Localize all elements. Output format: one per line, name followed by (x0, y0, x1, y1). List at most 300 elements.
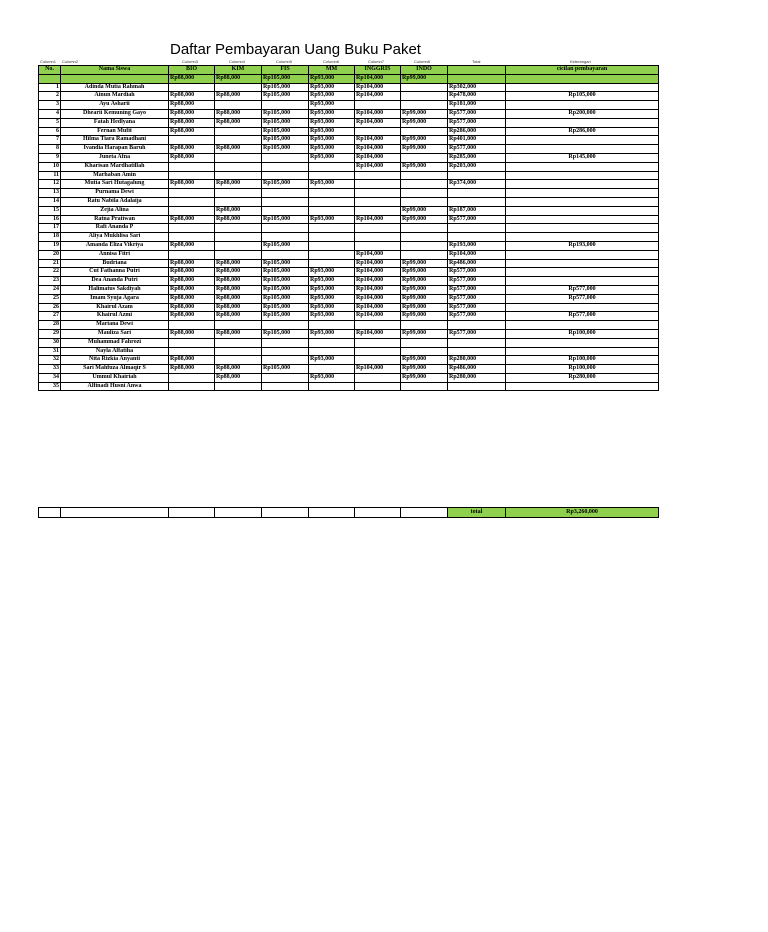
cell[interactable] (448, 382, 506, 391)
cell[interactable]: Rp577,000 (506, 312, 659, 321)
cell[interactable]: Rp88,000 (215, 206, 262, 215)
cell[interactable]: Rp88,000 (215, 180, 262, 189)
cell[interactable]: Rp577,000 (448, 268, 506, 277)
cell[interactable]: Rp478,000 (448, 92, 506, 101)
cell[interactable]: Rp104,000 (355, 109, 401, 118)
cell[interactable]: Rp88,000 (169, 101, 215, 110)
cell[interactable] (309, 241, 355, 250)
row-number-cell[interactable]: 33 (39, 365, 61, 374)
cell[interactable]: Rp193,000 (448, 241, 506, 250)
cell[interactable] (506, 180, 659, 189)
cell[interactable]: Rp88,000 (169, 312, 215, 321)
student-name-cell[interactable]: Imam Syuja Agara (61, 294, 169, 303)
cell[interactable]: Rp104,000 (355, 83, 401, 92)
cell[interactable] (169, 162, 215, 171)
price-cell[interactable]: Rp105,000 (262, 74, 309, 83)
cell[interactable] (215, 382, 262, 391)
cell[interactable] (169, 197, 215, 206)
cell[interactable] (355, 127, 401, 136)
cell[interactable]: Rp93,000 (309, 127, 355, 136)
cell[interactable]: Rp105,000 (262, 312, 309, 321)
cell[interactable] (355, 356, 401, 365)
cell[interactable]: Rp104,000 (355, 312, 401, 321)
row-number-cell[interactable]: 25 (39, 294, 61, 303)
cell[interactable]: Rp105,000 (262, 329, 309, 338)
cell[interactable] (309, 259, 355, 268)
student-name-cell[interactable]: Purnama Dewi (61, 189, 169, 198)
cell[interactable] (262, 250, 309, 259)
cell[interactable]: Rp105,000 (262, 365, 309, 374)
cell[interactable]: Rp88,000 (169, 294, 215, 303)
cell[interactable]: Rp577,000 (448, 312, 506, 321)
cell[interactable] (355, 241, 401, 250)
cell[interactable] (401, 92, 448, 101)
cell[interactable] (355, 382, 401, 391)
header-cell[interactable]: BIO (169, 66, 215, 75)
cell[interactable] (215, 347, 262, 356)
cell[interactable] (309, 189, 355, 198)
cell[interactable]: Rp88,000 (215, 285, 262, 294)
cell[interactable]: Rp105,000 (262, 215, 309, 224)
cell[interactable] (401, 197, 448, 206)
cell[interactable]: Rp100,000 (506, 329, 659, 338)
cell[interactable]: Rp105,000 (262, 118, 309, 127)
student-name-cell[interactable]: Cut Fathanna Putri (61, 268, 169, 277)
cell[interactable]: Rp181,000 (448, 101, 506, 110)
student-name-cell[interactable]: Khairul Azmi (61, 312, 169, 321)
cell[interactable]: Rp93,000 (309, 329, 355, 338)
cell[interactable] (309, 508, 355, 518)
cell[interactable]: Rp93,000 (309, 92, 355, 101)
student-name-cell[interactable]: Halimatus Sakdiyah (61, 285, 169, 294)
row-number-cell[interactable]: 14 (39, 197, 61, 206)
cell[interactable] (401, 321, 448, 330)
cell[interactable] (506, 136, 659, 145)
cell[interactable]: Rp99,000 (401, 312, 448, 321)
price-cell[interactable] (448, 74, 506, 83)
price-cell[interactable]: Rp99,000 (401, 74, 448, 83)
student-name-cell[interactable]: Mutia Sari Hutagalung (61, 180, 169, 189)
cell[interactable] (262, 338, 309, 347)
cell[interactable]: Rp99,000 (401, 356, 448, 365)
student-name-cell[interactable]: Ratu Nabila Adalaija (61, 197, 169, 206)
cell[interactable]: Rp88,000 (215, 92, 262, 101)
cell[interactable]: Rp88,000 (169, 109, 215, 118)
cell[interactable] (355, 338, 401, 347)
cell[interactable] (169, 83, 215, 92)
cell[interactable]: Rp105,000 (262, 268, 309, 277)
cell[interactable]: Rp105,000 (262, 277, 309, 286)
cell[interactable]: Rp88,000 (169, 118, 215, 127)
cell[interactable] (309, 233, 355, 242)
cell[interactable]: Rp99,000 (401, 215, 448, 224)
cell[interactable] (401, 233, 448, 242)
cell[interactable]: Rp93,000 (309, 109, 355, 118)
cell[interactable]: Rp105,000 (262, 241, 309, 250)
total-value[interactable]: Rp3,260,000 (506, 508, 659, 518)
cell[interactable] (169, 250, 215, 259)
cell[interactable]: Rp88,000 (169, 127, 215, 136)
cell[interactable]: Rp99,000 (401, 303, 448, 312)
cell[interactable] (355, 171, 401, 180)
cell[interactable] (262, 206, 309, 215)
cell[interactable] (169, 136, 215, 145)
cell[interactable] (169, 373, 215, 382)
cell[interactable]: Rp104,000 (448, 250, 506, 259)
cell[interactable]: Rp104,000 (355, 118, 401, 127)
cell[interactable] (215, 189, 262, 198)
cell[interactable]: Rp285,000 (448, 153, 506, 162)
cell[interactable]: Rp99,000 (401, 145, 448, 154)
cell[interactable]: Rp99,000 (401, 162, 448, 171)
cell[interactable] (309, 206, 355, 215)
student-name-cell[interactable]: Khairul Azam (61, 303, 169, 312)
cell[interactable] (355, 206, 401, 215)
cell[interactable] (448, 189, 506, 198)
cell[interactable] (262, 171, 309, 180)
student-name-cell[interactable]: Muhammad Fahrozi (61, 338, 169, 347)
cell[interactable] (215, 136, 262, 145)
header-cell[interactable]: Nama Siswa (61, 66, 169, 75)
cell[interactable] (262, 373, 309, 382)
row-number-cell[interactable]: 21 (39, 259, 61, 268)
student-name-cell[interactable]: Dea Ananda Putri (61, 277, 169, 286)
cell[interactable] (215, 356, 262, 365)
row-number-cell[interactable]: 18 (39, 233, 61, 242)
student-name-cell[interactable]: Rafi Ananda P (61, 224, 169, 233)
cell[interactable] (506, 250, 659, 259)
cell[interactable]: Rp88,000 (169, 92, 215, 101)
cell[interactable]: Rp93,000 (309, 268, 355, 277)
cell[interactable] (506, 259, 659, 268)
cell[interactable]: Rp93,000 (309, 180, 355, 189)
cell[interactable]: Rp88,000 (215, 329, 262, 338)
cell[interactable] (401, 180, 448, 189)
cell[interactable] (506, 224, 659, 233)
cell[interactable] (506, 118, 659, 127)
cell[interactable]: Rp104,000 (355, 277, 401, 286)
cell[interactable]: Rp93,000 (309, 312, 355, 321)
cell[interactable]: Rp105,000 (262, 127, 309, 136)
cell[interactable] (401, 127, 448, 136)
header-cell[interactable]: INGGRIS (355, 66, 401, 75)
cell[interactable]: Rp88,000 (169, 180, 215, 189)
cell[interactable]: Rp104,000 (355, 153, 401, 162)
row-number-cell[interactable]: 12 (39, 180, 61, 189)
cell[interactable]: Rp193,000 (506, 241, 659, 250)
cell[interactable]: Rp99,000 (401, 206, 448, 215)
cell[interactable] (262, 197, 309, 206)
cell[interactable] (401, 83, 448, 92)
row-number-cell[interactable]: 2 (39, 92, 61, 101)
student-name-cell[interactable]: Nayla Alfatiha (61, 347, 169, 356)
cell[interactable]: Rp280,000 (448, 373, 506, 382)
cell[interactable] (401, 171, 448, 180)
cell[interactable] (262, 347, 309, 356)
cell[interactable] (401, 382, 448, 391)
cell[interactable]: Rp93,000 (309, 118, 355, 127)
cell[interactable] (169, 321, 215, 330)
cell[interactable]: Rp105,000 (262, 294, 309, 303)
student-name-cell[interactable]: Ummul Khairiah (61, 373, 169, 382)
cell[interactable]: Rp93,000 (309, 83, 355, 92)
cell[interactable]: Rp93,000 (309, 294, 355, 303)
cell[interactable] (215, 101, 262, 110)
cell[interactable] (355, 508, 401, 518)
cell[interactable] (355, 197, 401, 206)
cell[interactable]: Rp93,000 (309, 277, 355, 286)
cell[interactable] (355, 233, 401, 242)
student-name-cell[interactable]: Dhearii Kemuning Gayo (61, 109, 169, 118)
row-number-cell[interactable]: 11 (39, 171, 61, 180)
cell[interactable] (448, 171, 506, 180)
cell[interactable] (506, 206, 659, 215)
header-cell[interactable] (448, 66, 506, 75)
cell[interactable]: Rp88,000 (169, 153, 215, 162)
cell[interactable] (506, 189, 659, 198)
price-cell[interactable]: Rp88,000 (169, 74, 215, 83)
cell[interactable]: Rp88,000 (169, 145, 215, 154)
student-name-cell[interactable]: Juneta Afna (61, 153, 169, 162)
total-label[interactable]: total (448, 508, 506, 518)
cell[interactable] (215, 162, 262, 171)
row-number-cell[interactable]: 8 (39, 145, 61, 154)
cell[interactable] (169, 338, 215, 347)
cell[interactable] (309, 347, 355, 356)
cell[interactable] (506, 338, 659, 347)
cell[interactable]: Rp88,000 (215, 373, 262, 382)
cell[interactable] (262, 321, 309, 330)
cell[interactable]: Rp577,000 (506, 294, 659, 303)
cell[interactable]: Rp88,000 (169, 268, 215, 277)
cell[interactable]: Rp93,000 (309, 145, 355, 154)
cell[interactable]: Rp88,000 (169, 277, 215, 286)
student-name-cell[interactable]: Annisa Fitri (61, 250, 169, 259)
row-number-cell[interactable]: 16 (39, 215, 61, 224)
cell[interactable] (448, 197, 506, 206)
cell[interactable]: Rp93,000 (309, 136, 355, 145)
cell[interactable]: Rp88,000 (215, 118, 262, 127)
cell[interactable] (448, 338, 506, 347)
cell[interactable] (309, 250, 355, 259)
cell[interactable] (401, 250, 448, 259)
cell[interactable] (506, 347, 659, 356)
student-name-cell[interactable]: Amanda Eliza Vikriya (61, 241, 169, 250)
cell[interactable]: Rp88,000 (169, 329, 215, 338)
cell[interactable]: Rp88,000 (215, 303, 262, 312)
cell[interactable]: Rp105,000 (262, 136, 309, 145)
cell[interactable] (215, 321, 262, 330)
cell[interactable]: Rp99,000 (401, 136, 448, 145)
cell[interactable]: Rp280,000 (448, 356, 506, 365)
cell[interactable] (262, 153, 309, 162)
cell[interactable]: Rp486,000 (448, 365, 506, 374)
student-name-cell[interactable]: Fernan Mufit (61, 127, 169, 136)
cell[interactable] (309, 197, 355, 206)
cell[interactable] (262, 508, 309, 518)
cell[interactable] (215, 153, 262, 162)
cell[interactable]: Rp104,000 (355, 303, 401, 312)
cell[interactable]: Rp99,000 (401, 118, 448, 127)
cell[interactable]: Rp401,000 (448, 136, 506, 145)
row-number-cell[interactable]: 30 (39, 338, 61, 347)
cell[interactable] (448, 347, 506, 356)
cell[interactable] (506, 215, 659, 224)
cell[interactable] (506, 382, 659, 391)
cell[interactable] (262, 356, 309, 365)
cell[interactable] (262, 189, 309, 198)
row-number-cell[interactable]: 20 (39, 250, 61, 259)
row-number-cell[interactable]: 24 (39, 285, 61, 294)
cell[interactable] (355, 321, 401, 330)
cell[interactable] (401, 338, 448, 347)
student-name-cell[interactable]: Nita Rizkia Anyanti (61, 356, 169, 365)
cell[interactable]: Rp104,000 (355, 145, 401, 154)
student-name-cell[interactable]: Mariana Dewi (61, 321, 169, 330)
cell[interactable]: Rp105,000 (262, 83, 309, 92)
cell[interactable] (506, 277, 659, 286)
cell[interactable]: Rp99,000 (401, 277, 448, 286)
student-name-cell[interactable]: Marhaban Amin (61, 171, 169, 180)
cell[interactable] (448, 321, 506, 330)
header-cell[interactable]: MM (309, 66, 355, 75)
cell[interactable]: Rp100,000 (506, 356, 659, 365)
cell[interactable]: Rp286,000 (506, 127, 659, 136)
cell[interactable]: Rp93,000 (309, 215, 355, 224)
cell[interactable] (262, 233, 309, 242)
cell[interactable]: Rp93,000 (309, 285, 355, 294)
cell[interactable]: Rp104,000 (355, 294, 401, 303)
cell[interactable]: Rp302,000 (448, 83, 506, 92)
price-cell[interactable]: Rp88,000 (215, 74, 262, 83)
cell[interactable]: Rp104,000 (355, 285, 401, 294)
cell[interactable]: Rp88,000 (169, 285, 215, 294)
header-cell[interactable]: No. (39, 66, 61, 75)
student-name-cell[interactable]: Adinda Mutia Rahmah (61, 83, 169, 92)
cell[interactable]: Rp104,000 (355, 250, 401, 259)
cell[interactable]: Rp93,000 (309, 101, 355, 110)
cell[interactable]: Rp374,000 (448, 180, 506, 189)
student-name-cell[interactable]: Alfinadi Husni Anwa (61, 382, 169, 391)
cell[interactable]: Rp99,000 (401, 365, 448, 374)
cell[interactable] (262, 101, 309, 110)
cell[interactable] (215, 224, 262, 233)
cell[interactable] (61, 508, 169, 518)
student-name-cell[interactable]: Zejia Alina (61, 206, 169, 215)
cell[interactable]: Rp187,000 (448, 206, 506, 215)
cell[interactable]: Rp486,000 (448, 259, 506, 268)
header-cell[interactable]: FIS (262, 66, 309, 75)
header-cell[interactable]: cicilan pembayaran (506, 66, 659, 75)
cell[interactable]: Rp577,000 (448, 294, 506, 303)
cell[interactable] (215, 83, 262, 92)
cell[interactable]: Rp88,000 (215, 268, 262, 277)
cell[interactable]: Rp577,000 (448, 329, 506, 338)
row-number-cell[interactable]: 15 (39, 206, 61, 215)
cell[interactable] (309, 338, 355, 347)
row-number-cell[interactable]: 10 (39, 162, 61, 171)
cell[interactable] (401, 241, 448, 250)
row-number-cell[interactable]: 26 (39, 303, 61, 312)
row-number-cell[interactable]: 4 (39, 109, 61, 118)
cell[interactable]: Rp88,000 (169, 365, 215, 374)
cell[interactable] (401, 153, 448, 162)
cell[interactable]: Rp105,000 (262, 92, 309, 101)
cell[interactable] (506, 162, 659, 171)
cell[interactable] (355, 347, 401, 356)
cell[interactable] (448, 224, 506, 233)
cell[interactable]: Rp88,000 (169, 259, 215, 268)
cell[interactable] (215, 171, 262, 180)
cell[interactable]: Rp100,000 (506, 365, 659, 374)
row-number-cell[interactable]: 5 (39, 118, 61, 127)
cell[interactable] (309, 365, 355, 374)
cell[interactable]: Rp88,000 (215, 312, 262, 321)
row-number-cell[interactable]: 34 (39, 373, 61, 382)
row-number-cell[interactable]: 6 (39, 127, 61, 136)
cell[interactable]: Rp280,000 (506, 373, 659, 382)
cell[interactable] (506, 171, 659, 180)
cell[interactable]: Rp88,000 (215, 277, 262, 286)
row-number-cell[interactable]: 23 (39, 277, 61, 286)
cell[interactable] (355, 101, 401, 110)
cell[interactable]: Rp577,000 (448, 277, 506, 286)
cell[interactable] (169, 224, 215, 233)
cell[interactable]: Rp105,000 (262, 109, 309, 118)
cell[interactable] (309, 162, 355, 171)
cell[interactable]: Rp88,000 (215, 215, 262, 224)
cell[interactable]: Rp104,000 (355, 329, 401, 338)
header-cell[interactable]: KIM (215, 66, 262, 75)
cell[interactable] (355, 224, 401, 233)
cell[interactable] (506, 101, 659, 110)
row-number-cell[interactable]: 27 (39, 312, 61, 321)
cell[interactable] (506, 303, 659, 312)
cell[interactable]: Rp577,000 (448, 303, 506, 312)
cell[interactable] (169, 233, 215, 242)
cell[interactable]: Rp88,000 (169, 241, 215, 250)
cell[interactable]: Rp105,000 (262, 259, 309, 268)
cell[interactable]: Rp200,000 (506, 109, 659, 118)
price-cell[interactable]: Rp93,000 (309, 74, 355, 83)
price-cell[interactable] (61, 74, 169, 83)
price-cell[interactable] (39, 74, 61, 83)
row-number-cell[interactable]: 1 (39, 83, 61, 92)
cell[interactable] (169, 347, 215, 356)
cell[interactable] (215, 250, 262, 259)
cell[interactable]: Rp88,000 (169, 303, 215, 312)
cell[interactable] (355, 373, 401, 382)
cell[interactable]: Rp104,000 (355, 268, 401, 277)
student-name-cell[interactable]: Budriana (61, 259, 169, 268)
cell[interactable] (355, 189, 401, 198)
cell[interactable]: Rp105,000 (506, 92, 659, 101)
cell[interactable] (309, 171, 355, 180)
row-number-cell[interactable]: 29 (39, 329, 61, 338)
cell[interactable]: Rp577,000 (448, 109, 506, 118)
cell[interactable]: Rp145,000 (506, 153, 659, 162)
row-number-cell[interactable]: 32 (39, 356, 61, 365)
cell[interactable] (169, 382, 215, 391)
header-cell[interactable]: INDO (401, 66, 448, 75)
student-name-cell[interactable]: Ratna Pratiwan (61, 215, 169, 224)
cell[interactable]: Rp105,000 (262, 180, 309, 189)
cell[interactable] (401, 224, 448, 233)
row-number-cell[interactable]: 13 (39, 189, 61, 198)
cell[interactable]: Rp93,000 (309, 153, 355, 162)
row-number-cell[interactable]: 35 (39, 382, 61, 391)
cell[interactable]: Rp577,000 (448, 145, 506, 154)
